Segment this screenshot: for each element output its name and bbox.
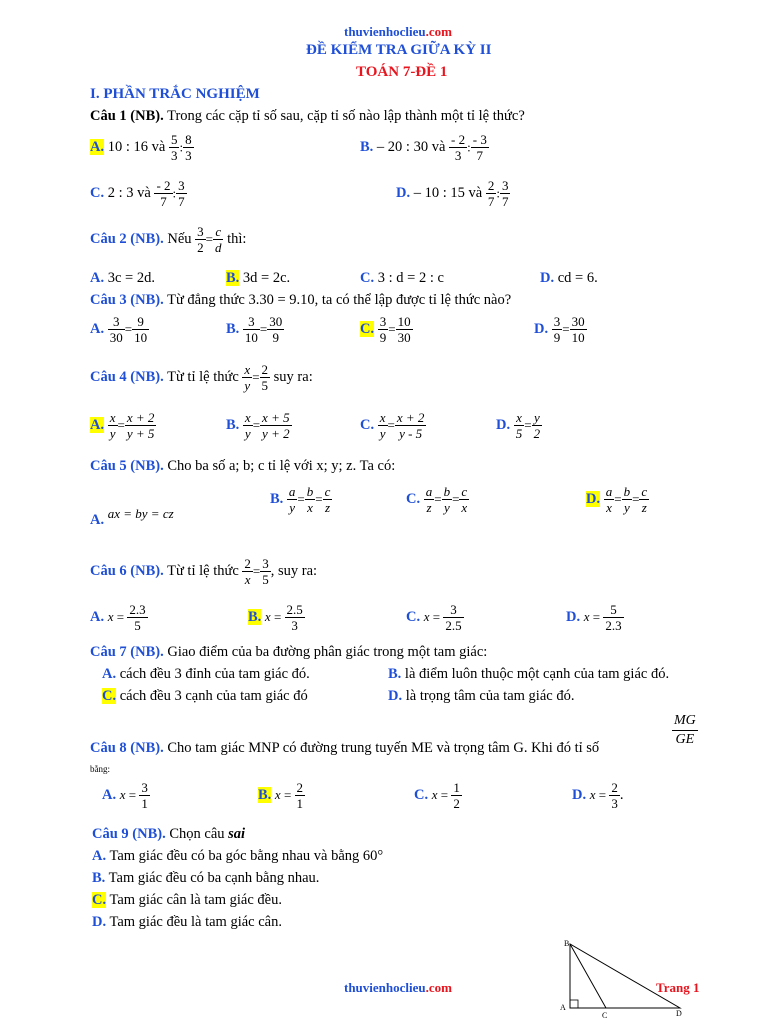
q8-option-c[interactable]: C. x = $\frac{1}{2}$ (414, 780, 460, 811)
section-title: I. PHẦN TRẮC NGHIỆM (90, 86, 260, 102)
q6-option-a[interactable]: A. x = $\frac{2.3}{5}$ (90, 602, 146, 633)
footer-site-link[interactable]: thuvienhoclieu.com (344, 980, 452, 995)
q1-option-a[interactable]: A. 10 : 16 và $\frac{5}{3}$ : $\frac{8}{3}$ (90, 132, 192, 163)
question-5: Câu 5 (NB). Cho ba số a; b; c tỉ lệ với x; y; z. Ta có: (90, 458, 396, 474)
q7-option-c[interactable]: C. cách đều 3 cạnh của tam giác đó (102, 688, 308, 704)
q6-option-d[interactable]: D. x = $\frac{5}{2.3}$ (566, 602, 622, 633)
q1-option-c[interactable]: C. 2 : 3 và $\frac{- 2}{7}$ : $\frac{3}{7}$ (90, 178, 185, 209)
question-9: Câu 9 (NB). Chọn câu sai (92, 826, 246, 842)
q5-option-a[interactable]: A. ax = by = cz (90, 506, 174, 528)
q5-option-c[interactable]: C. $\frac{a}{z}$ = $\frac{b}{y}$ = $\frac{c}{x}$ (406, 484, 468, 515)
q3-option-b[interactable]: B. $\frac{3}{10}$ = $\frac{30}{9}$ (226, 314, 283, 345)
q8-ratio: $\frac{MG}{GE}$ (674, 713, 696, 747)
label-a: A (560, 1003, 566, 1012)
q9-option-b[interactable]: B. Tam giác đều có ba cạnh bằng nhau. (92, 870, 320, 886)
q2-option-b[interactable]: B. 3d = 2c. (226, 270, 291, 286)
q2-option-d[interactable]: D. cd = 6. (540, 270, 598, 286)
q7-option-d[interactable]: D. là trọng tâm của tam giác đó. (388, 688, 575, 704)
q1-text: Trong các cặp tỉ số sau, cặp tỉ số nào lập thành một tỉ lệ thức? (167, 108, 525, 124)
q4-option-c[interactable]: C. $\frac{x}{y}$ = $\frac{x + 2}{y - 5}$ (360, 410, 425, 441)
q1-label: Câu 1 (NB). (90, 108, 164, 124)
q4-option-d[interactable]: D. $\frac{x}{5}$ = $\frac{y}{2}$ (496, 410, 541, 441)
q9-option-c[interactable]: C. Tam giác cân là tam giác đều. (92, 892, 282, 908)
page-number: Trang 1 (656, 980, 700, 995)
q6-option-c[interactable]: C. x = $\frac{3}{2.5}$ (406, 602, 462, 633)
segment-bc (570, 944, 606, 1008)
q9-option-a[interactable]: A. Tam giác đều có ba góc bằng nhau và bằng 60° (92, 848, 384, 864)
q8-tail: bằng: (90, 764, 110, 774)
q1-option-b[interactable]: B. – 20 : 30 và $\frac{- 2}{3}$ : $\frac{- 3}{7}$ (360, 132, 487, 163)
q4-option-a[interactable]: A. $\frac{x}{y}$ = $\frac{x + 2}{y + 5}$ (90, 410, 155, 441)
triangle-abd (570, 944, 680, 1008)
q9-option-d[interactable]: D. Tam giác đều là tam giác cân. (92, 914, 282, 930)
q8-option-d[interactable]: D. x = $\frac{2}{3}$ . (572, 780, 624, 811)
triangle-figure (556, 936, 696, 1020)
question-3: Câu 3 (NB). Từ đẳng thức 3.30 = 9.10, ta có thể lập được tỉ lệ thức nào? (90, 292, 512, 308)
q2-option-a[interactable]: A. 3c = 2d. (90, 270, 155, 286)
site-logo[interactable] (344, 24, 452, 40)
q1-option-d[interactable]: D. – 10 : 15 và $\frac{2}{7}$ : $\frac{3}{7}$ (396, 178, 509, 209)
right-angle-marker (570, 1000, 578, 1008)
q3-option-c[interactable]: C. $\frac{3}{9}$ = $\frac{10}{30}$ (360, 314, 411, 345)
q8-option-a[interactable]: A. x = $\frac{3}{1}$ (102, 780, 148, 811)
question-4: Câu 4 (NB). Từ tỉ lệ thức $\frac{x}{y}$ = $\frac{2}{5}$ suy ra: (90, 362, 313, 393)
label-d: D (676, 1009, 682, 1018)
q7-option-a[interactable]: A. cách đều 3 đỉnh của tam giác đó. (102, 666, 310, 682)
question-7: Câu 7 (NB). Giao điểm của ba đường phân giác trong một tam giác: (90, 644, 488, 660)
exam-title: ĐỀ KIỂM TRA GIỮA KỲ II (306, 42, 492, 58)
site-name-part2: .com (425, 24, 452, 39)
exam-subtitle: TOÁN 7-ĐỀ 1 (356, 64, 448, 80)
question-6: Câu 6 (NB). Từ tỉ lệ thức $\frac{2}{x}$ = $\frac{3}{5}$ , suy ra: (90, 556, 318, 587)
q5-option-d[interactable]: D. $\frac{a}{x}$ = $\frac{b}{y}$ = $\frac{c}{z}$ (586, 484, 648, 515)
label-c: C (602, 1011, 608, 1020)
site-name-part1: thuvienhoclieu (344, 24, 426, 39)
q4-option-b[interactable]: B. $\frac{x}{y}$ = $\frac{x + 5}{y + 2}$ (226, 410, 290, 441)
q8-option-b[interactable]: B. x = $\frac{2}{1}$ (258, 780, 304, 811)
q7-option-b[interactable]: B. là điểm luôn thuộc một cạnh của tam giác đó. (388, 666, 670, 682)
question-2: Câu 2 (NB). Nếu $\frac{3}{2}$ = $\frac{c}{d}$ thì: (90, 224, 247, 255)
q2-option-c[interactable]: C. 3 : d = 2 : c (360, 270, 444, 286)
label-b: B (564, 939, 570, 948)
question-1 (90, 108, 525, 125)
q6-option-b[interactable]: B. x = $\frac{2.5}{3}$ (248, 602, 303, 633)
q3-option-a[interactable]: A. $\frac{3}{30}$ = $\frac{9}{10}$ (90, 314, 148, 345)
q3-option-d[interactable]: D. $\frac{3}{9}$ = $\frac{30}{10}$ (534, 314, 585, 345)
question-8: Câu 8 (NB). Cho tam giác MNP có đường trung tuyến ME và trọng tâm G. Khi đó tỉ số (90, 740, 600, 756)
q5-option-b[interactable]: B. $\frac{a}{y}$ = $\frac{b}{x}$ = $\frac{c}{z}$ (270, 484, 331, 515)
